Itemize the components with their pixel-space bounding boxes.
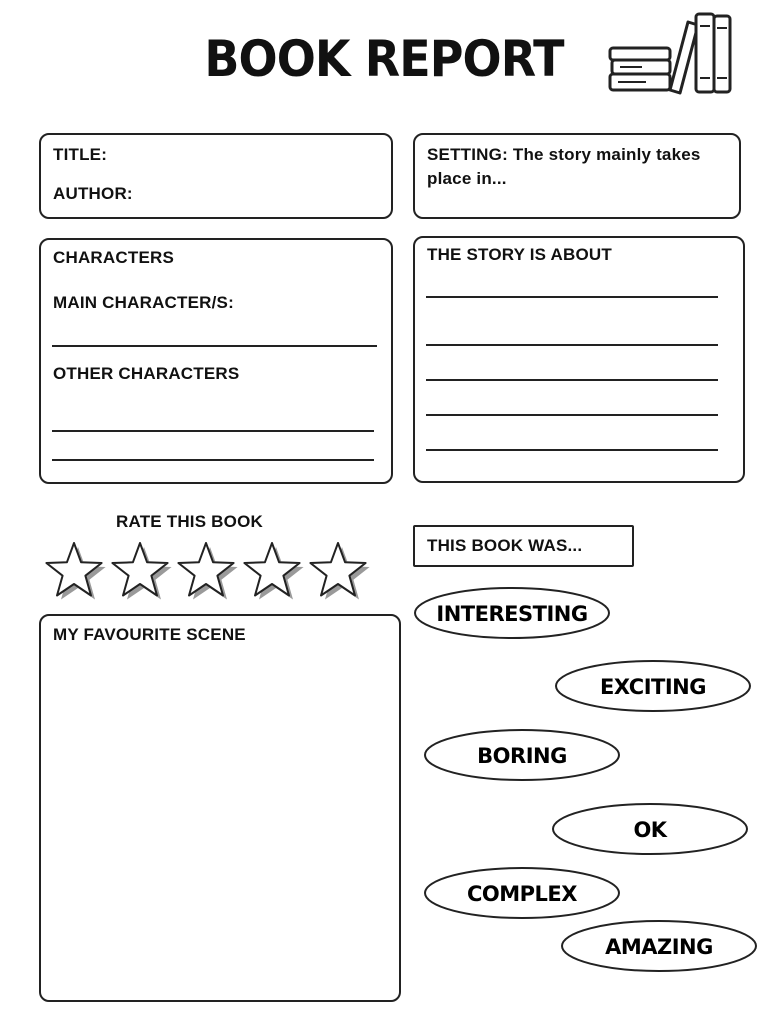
option-complex[interactable] [425, 868, 619, 918]
option-amazing[interactable] [562, 921, 756, 971]
story-line-5[interactable] [426, 449, 718, 451]
story-line-3[interactable] [426, 379, 718, 381]
option-exciting[interactable] [556, 661, 750, 711]
option-label: EXCITING [600, 675, 706, 699]
setting-label: SETTING: The story mainly takes place in... [427, 145, 701, 188]
option-label: BORING [477, 744, 567, 768]
books-icon [606, 8, 734, 98]
page-title: BOOK REPORT [204, 30, 564, 88]
favourite-scene-box[interactable] [39, 614, 401, 1002]
story-line-1[interactable] [426, 296, 718, 298]
story-heading: THE STORY IS ABOUT [427, 245, 612, 264]
main-characters-line[interactable] [52, 345, 377, 347]
rating-heading: RATE THIS BOOK [116, 512, 263, 531]
other-characters-label: OTHER CHARACTERS [53, 364, 240, 383]
book-was-heading: THIS BOOK WAS... [427, 536, 583, 555]
rating-stars [42, 540, 382, 606]
story-line-2[interactable] [426, 344, 718, 346]
book-was-options [405, 580, 765, 980]
option-label: COMPLEX [467, 882, 577, 906]
favourite-scene-heading: MY FAVOURITE SCENE [53, 625, 246, 644]
option-label: OK [633, 818, 667, 842]
story-box [413, 236, 745, 483]
option-label: AMAZING [605, 935, 713, 959]
characters-heading: CHARACTERS [53, 248, 174, 267]
title-label: TITLE: [53, 145, 108, 164]
main-characters-label: MAIN CHARACTER/S: [53, 293, 234, 312]
story-line-4[interactable] [426, 414, 718, 416]
other-characters-line-2[interactable] [52, 459, 374, 461]
author-label: AUTHOR: [53, 184, 133, 203]
option-ok[interactable] [553, 804, 747, 854]
other-characters-line-1[interactable] [52, 430, 374, 432]
characters-box [39, 238, 393, 484]
option-boring[interactable] [425, 730, 619, 780]
option-label: INTERESTING [436, 602, 588, 626]
option-interesting[interactable] [415, 588, 609, 638]
